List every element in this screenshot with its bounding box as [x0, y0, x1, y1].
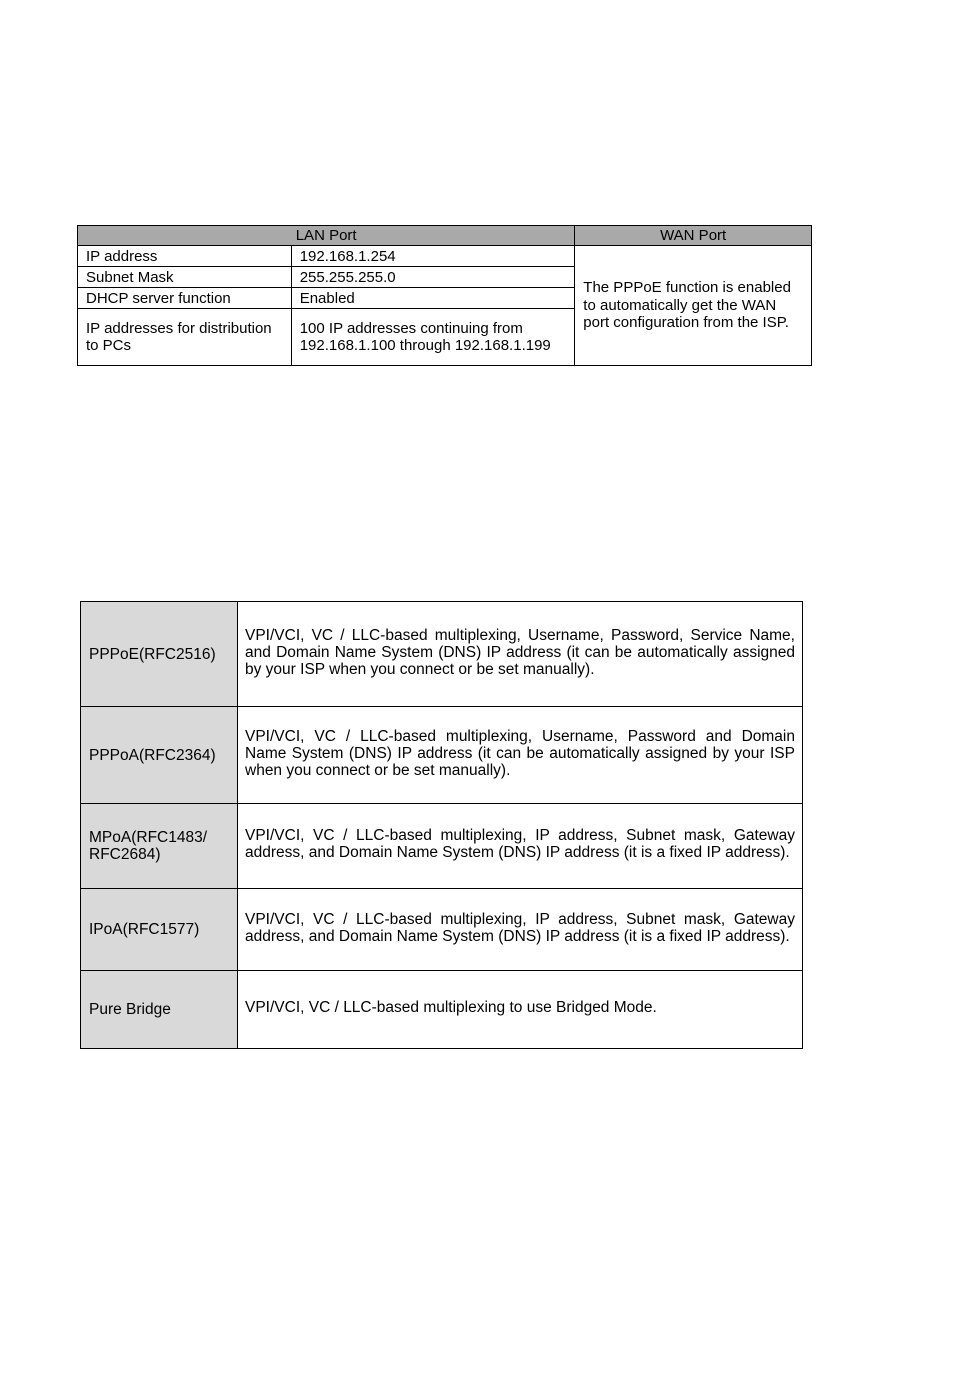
- protocol-description: VPI/VCI, VC / LLC-based multiplexing, IP address, Subnet mask, Gateway address, and Domain Name System (DNS) IP address (it is a fixed IP address).: [238, 889, 803, 971]
- protocol-name: IPoA(RFC1577): [81, 889, 238, 971]
- protocol-description: VPI/VCI, VC / LLC-based multiplexing to use Bridged Mode.: [238, 971, 803, 1049]
- table-row: [78, 246, 812, 267]
- wan-port-description-cell: [575, 246, 812, 366]
- row-label: IP address: [78, 246, 292, 267]
- protocol-name: PPPoA(RFC2364): [81, 707, 238, 804]
- table-header-row: [78, 226, 812, 246]
- table-row: [81, 889, 803, 971]
- wan-port-description: The PPPoE function is enabled to automatically get the WAN port configuration from the ISP.: [583, 279, 791, 332]
- protocol-name: PPPoE(RFC2516): [81, 602, 238, 707]
- row-value: 100 IP addresses continuing from 192.168.1.100 through 192.168.1.199: [291, 309, 575, 366]
- row-value: Enabled: [291, 288, 575, 309]
- row-label: Subnet Mask: [78, 267, 292, 288]
- row-value: 192.168.1.254: [291, 246, 575, 267]
- protocol-description: VPI/VCI, VC / LLC-based multiplexing, IP address, Subnet mask, Gateway address, and Domain Name System (DNS) IP address (it is a fixed IP address).: [238, 804, 803, 889]
- row-label: DHCP server function: [78, 288, 292, 309]
- protocol-name: Pure Bridge: [81, 971, 238, 1049]
- lan-wan-default-settings-table: [77, 225, 812, 366]
- table-row: [81, 971, 803, 1049]
- table-row: [81, 804, 803, 889]
- encapsulation-types-table: [80, 601, 803, 1049]
- table-row: [81, 602, 803, 707]
- protocol-description: VPI/VCI, VC / LLC-based multiplexing, Username, Password, Service Name, and Domain Name System (DNS) IP address (it can be automatically assigned by your ISP when you connect or be set manually).: [238, 602, 803, 707]
- protocol-name: MPoA(RFC1483/ RFC2684): [81, 804, 238, 889]
- row-label: IP addresses for distribution to PCs: [78, 309, 292, 366]
- lan-port-header: LAN Port: [78, 226, 575, 246]
- wan-port-header: WAN Port: [575, 226, 812, 246]
- row-value: 255.255.255.0: [291, 267, 575, 288]
- protocol-description: VPI/VCI, VC / LLC-based multiplexing, Username, Password and Domain Name System (DNS) IP address (it can be automatically assigned by your ISP when you connect or be set manually).: [238, 707, 803, 804]
- table-row: [81, 707, 803, 804]
